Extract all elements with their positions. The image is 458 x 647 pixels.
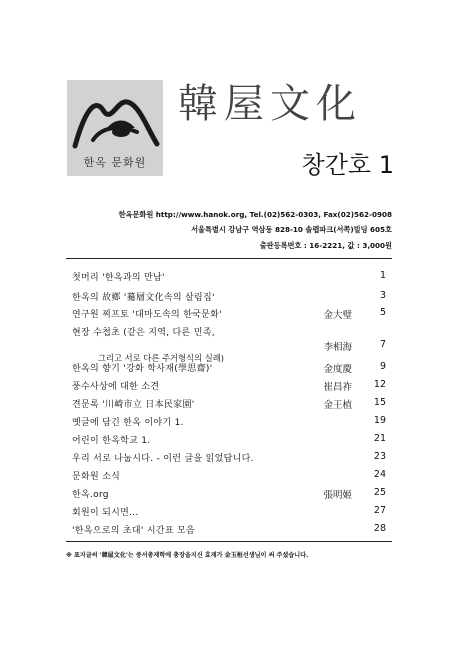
divider-top <box>66 258 392 259</box>
toc-title: 한옥의 故鄕 '驀層文化속의 살림집' <box>72 293 215 303</box>
toc-title: 우리 서로 나눕시다. - 이런 글을 읽었답니다. <box>72 454 254 464</box>
cover-calligraphy-note: ※ 표지글씨 '韓屋文化'는 중서총재학에 총장을지신 효재가 金玉桓선생님이 써 주셨습니다. <box>66 552 309 559</box>
toc-title: 한옥의 향기 '강화 학사재(學思齋)' <box>72 364 213 374</box>
toc-title: 한옥.org <box>72 490 109 500</box>
toc-title: 풍수사상에 대한 소견 <box>72 382 160 392</box>
toc-title: 옛글에 담긴 한옥 이야기 1. <box>72 418 184 428</box>
toc-item <box>72 290 386 306</box>
toc-page: 15 <box>373 397 386 408</box>
toc-author: 張明姬 <box>323 490 352 501</box>
divider-bottom <box>66 541 392 542</box>
toc-page: 7 <box>379 339 386 350</box>
toc-item <box>72 433 386 449</box>
toc-page: 3 <box>379 290 386 301</box>
journal-title: 韓屋文化 <box>178 81 362 127</box>
toc-item <box>72 451 386 467</box>
toc-item <box>72 469 386 485</box>
toc-author: 金度慶 <box>323 364 352 375</box>
toc-page: 1 <box>379 270 386 281</box>
toc-title: 문화원 소식 <box>72 472 121 482</box>
toc-item <box>72 307 386 323</box>
toc-page: 24 <box>373 469 386 480</box>
toc-title: '한옥으로의 초대' 시간표 모음 <box>72 526 195 536</box>
toc-page: 28 <box>373 523 386 534</box>
toc-page: 5 <box>379 307 386 318</box>
toc-author: 崔昌祚 <box>323 382 352 393</box>
toc-title: 첫머리 '한옥과의 만남' <box>72 273 165 283</box>
issue-label: 창간호 1 <box>301 151 394 179</box>
toc-author: 金大璧 <box>323 310 352 321</box>
toc-subtitle: 그리고 서로 다른 주거형식의 실례) <box>98 353 224 363</box>
toc-page: 9 <box>379 361 386 372</box>
toc-page: 21 <box>373 433 386 444</box>
publisher-contact: 한옥문화원 http://www.hanok.org, Tel.(02)562-0303, Fax(02)562-0908 <box>118 210 392 219</box>
toc-title: 회원이 되시면... <box>72 508 139 518</box>
toc-page: 12 <box>373 379 386 390</box>
publication-registration: 출판등록번호 : 16-2221, 값 : 3,000원 <box>259 241 392 250</box>
publisher-address: 서울특별시 강남구 역삼동 828-10 솔렙파크(서쪽)빌딩 605호 <box>191 225 392 234</box>
toc-author: 金王植 <box>323 400 352 411</box>
toc-item <box>72 397 386 413</box>
toc-title: 연구원 찌프토 '대마도속의 한국문화' <box>72 310 222 320</box>
toc-item <box>72 361 386 377</box>
toc-item <box>72 415 386 431</box>
toc-item <box>72 523 386 539</box>
toc-item <box>72 325 386 365</box>
toc-item <box>72 505 386 521</box>
toc-page: 27 <box>373 505 386 516</box>
toc-page: 23 <box>373 451 386 462</box>
toc-page: 25 <box>373 487 386 498</box>
toc-item <box>72 487 386 503</box>
toc-author: 李相海 <box>323 342 352 353</box>
toc-item <box>72 270 386 286</box>
toc-title: 견문록 '川崎市立 日本民家園' <box>72 400 195 410</box>
toc-title: 어린이 한옥학교 1. <box>72 436 151 446</box>
hanok-culture-logo <box>67 80 163 176</box>
logo-caption: 한옥 문화원 <box>83 156 147 169</box>
toc-page: 19 <box>373 415 386 426</box>
toc-item <box>72 379 386 395</box>
toc-title: 현장 수첩초 (같은 지역, 다른 민족, <box>72 328 215 338</box>
